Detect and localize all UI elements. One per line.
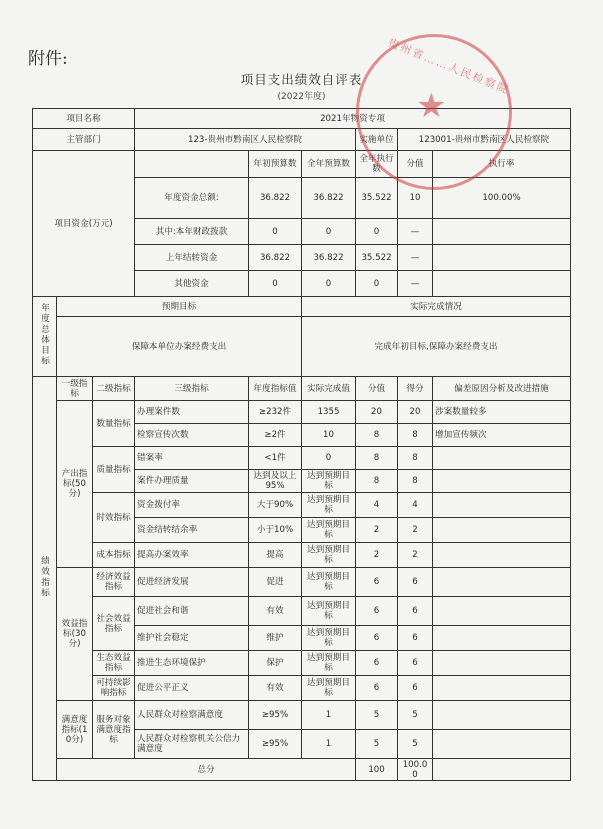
perf-indicator: 促进经济发展: [135, 568, 249, 597]
perf-score: 2: [356, 543, 398, 568]
year-subtitle: (2022年度): [277, 92, 326, 102]
perf-group: 满意度指标(10分): [57, 701, 93, 759]
perf-target: 小于10%: [249, 518, 302, 543]
perf-note: [433, 730, 571, 759]
funds-header: 分值: [398, 151, 433, 178]
perf-got: 6: [398, 626, 433, 651]
impl-value: 123001-贵州市黔南区人民检察院: [398, 129, 571, 151]
attachment-label: 附件:: [28, 49, 68, 69]
perf-sub: 经济效益指标: [93, 568, 135, 597]
perf-note: [433, 568, 571, 597]
impl-label: 实施单位: [356, 129, 398, 151]
perf-score: 20: [356, 401, 398, 424]
funds-cell: 0: [302, 219, 356, 245]
perf-target: <1件: [249, 447, 302, 470]
perf-actual: 达到预期目标: [302, 626, 356, 651]
perf-note: [433, 626, 571, 651]
funds-header-blank: [135, 151, 249, 178]
perf-got: 2: [398, 543, 433, 568]
funds-cell: 0: [249, 271, 302, 297]
perf-got: 4: [398, 493, 433, 518]
perf-indicator: 提高办案效率: [135, 543, 249, 568]
perf-score: 8: [356, 447, 398, 470]
perf-got: 6: [398, 568, 433, 597]
perf-got: 8: [398, 424, 433, 447]
perf-actual: 10: [302, 424, 356, 447]
funds-row-label: 年度资金总额:: [135, 178, 249, 219]
funds-cell: [433, 245, 571, 271]
perf-header: 三级指标: [135, 377, 249, 401]
perf-got: 8: [398, 470, 433, 493]
perf-actual: 1355: [302, 401, 356, 424]
perf-indicator: 促进社会和谐: [135, 597, 249, 626]
perf-score: 6: [356, 651, 398, 676]
perf-indicator: 案件办理质量: [135, 470, 249, 493]
perf-score: 6: [356, 597, 398, 626]
perf-indicator: 错案率: [135, 447, 249, 470]
perf-got: 5: [398, 730, 433, 759]
perf-actual: 1: [302, 701, 356, 730]
perf-sub: 质量指标: [93, 447, 135, 493]
perf-indicator: 维护社会稳定: [135, 626, 249, 651]
perf-actual: 达到预期目标: [302, 597, 356, 626]
perf-header: 年度指标值: [249, 377, 302, 401]
perf-score: 6: [356, 676, 398, 701]
perf-header: 得分: [398, 377, 433, 401]
perf-sub: 生态效益指标: [93, 651, 135, 676]
perf-target: 有效: [249, 676, 302, 701]
funds-cell: 36.822: [302, 178, 356, 219]
perf-got: 2: [398, 518, 433, 543]
perf-note: 增加宣传频次: [433, 424, 571, 447]
perf-got: 20: [398, 401, 433, 424]
perf-target: ≥95%: [249, 730, 302, 759]
perf-target: 保护: [249, 651, 302, 676]
perf-target: ≥232件: [249, 401, 302, 424]
goal-expected-header: 预期目标: [57, 297, 302, 317]
perf-sub: 成本指标: [93, 543, 135, 568]
funds-cell: 35.522: [356, 178, 398, 219]
perf-got: 6: [398, 597, 433, 626]
perf-indicator: 促进公平正义: [135, 676, 249, 701]
funds-row-label: 其中:本年财政拨款: [135, 219, 249, 245]
perf-header: 二级指标: [93, 377, 135, 401]
perf-score: 2: [356, 518, 398, 543]
perf-target: 维护: [249, 626, 302, 651]
perf-note: [433, 543, 571, 568]
perf-header: 偏差原因分析及改进措施: [433, 377, 571, 401]
perf-note: [433, 470, 571, 493]
funds-cell: —: [398, 271, 433, 297]
perf-note: [433, 676, 571, 701]
funds-row-label: 其他资金: [135, 271, 249, 297]
perf-indicator: 人民群众对检察机关公信力满意度: [135, 730, 249, 759]
perf-header: 一级指标: [57, 377, 93, 401]
funds-cell: 36.822: [249, 178, 302, 219]
perf-indicator: 办理案件数: [135, 401, 249, 424]
funds-cell: —: [398, 219, 433, 245]
goal-label: [33, 297, 57, 377]
total-got: 100.00: [398, 759, 433, 781]
perf-group: 产出指标(50分): [57, 401, 93, 568]
evaluation-table: [32, 108, 571, 781]
funds-cell: 0: [356, 219, 398, 245]
perf-note: [433, 493, 571, 518]
perf-sub: 社会效益指标: [93, 597, 135, 651]
funds-cell: 10: [398, 178, 433, 219]
perf-score: 8: [356, 424, 398, 447]
perf-target: 有效: [249, 597, 302, 626]
perf-target: ≥2件: [249, 424, 302, 447]
total-score: 100: [356, 759, 398, 781]
funds-cell: —: [398, 245, 433, 271]
perf-label: [33, 377, 57, 781]
total-note: [433, 759, 571, 781]
perf-note: [433, 701, 571, 730]
goal-label-text: 年度总体目标: [39, 303, 50, 367]
perf-target: 提高: [249, 543, 302, 568]
perf-actual: 1: [302, 730, 356, 759]
funds-row-label: 上年结转资金: [135, 245, 249, 271]
perf-indicator: 资金结转结余率: [135, 518, 249, 543]
perf-note: [433, 597, 571, 626]
funds-cell: 0: [356, 271, 398, 297]
dept-value: 123-贵州市黔南区人民检察院: [135, 129, 356, 151]
perf-actual: 达到预期目标: [302, 470, 356, 493]
perf-score: 4: [356, 493, 398, 518]
perf-note: [433, 447, 571, 470]
page-title: 项目支出绩效自评表: [240, 72, 363, 87]
perf-sub: 数量指标: [93, 401, 135, 447]
funds-header: 执行率: [433, 151, 571, 178]
perf-sub: 服务对象满意度指标: [93, 701, 135, 759]
perf-actual: 达到预期目标: [302, 676, 356, 701]
perf-indicator: 检察宣传次数: [135, 424, 249, 447]
perf-header: 分值: [356, 377, 398, 401]
goal-actual-header: 实际完成情况: [302, 297, 571, 317]
perf-actual: 达到预期目标: [302, 568, 356, 597]
perf-note: 涉案数量较多: [433, 401, 571, 424]
funds-cell: 35.522: [356, 245, 398, 271]
perf-target: 促进: [249, 568, 302, 597]
funds-cell: 36.822: [249, 245, 302, 271]
perf-sub: 可持续影响指标: [93, 676, 135, 701]
perf-header: 实际完成值: [302, 377, 356, 401]
perf-score: 5: [356, 730, 398, 759]
funds-header: 全年预算数: [302, 151, 356, 178]
funds-cell: 0: [249, 219, 302, 245]
perf-actual: 达到预期目标: [302, 543, 356, 568]
perf-score: 5: [356, 701, 398, 730]
perf-target: ≥95%: [249, 701, 302, 730]
funds-cell: [433, 219, 571, 245]
perf-indicator: 资金拨付率: [135, 493, 249, 518]
perf-actual: 0: [302, 447, 356, 470]
seal-text: 贵州省……人民检察院: [386, 36, 512, 97]
perf-sub: 时效指标: [93, 493, 135, 543]
funds-label: 项目资金(万元): [33, 151, 135, 297]
funds-header: 全年执行数: [356, 151, 398, 178]
perf-got: 6: [398, 651, 433, 676]
perf-score: 6: [356, 568, 398, 597]
funds-cell: [433, 271, 571, 297]
perf-target: 达到及以上95%: [249, 470, 302, 493]
seal-star-icon: ★: [416, 86, 447, 126]
perf-score: 6: [356, 626, 398, 651]
perf-got: 8: [398, 447, 433, 470]
perf-got: 5: [398, 701, 433, 730]
perf-indicator: 推进生态环境保护: [135, 651, 249, 676]
total-label: 总分: [57, 759, 356, 781]
perf-group: 效益指标(30分): [57, 568, 93, 701]
project-name-value: 2021年物资专项: [135, 109, 571, 129]
perf-actual: 达到预期目标: [302, 651, 356, 676]
goal-expected: 保障本单位办案经费支出: [57, 317, 302, 377]
perf-target: 大于90%: [249, 493, 302, 518]
funds-cell: 0: [302, 271, 356, 297]
perf-note: [433, 518, 571, 543]
perf-note: [433, 651, 571, 676]
perf-actual: 达到预期目标: [302, 493, 356, 518]
funds-header: 年初预算数: [249, 151, 302, 178]
project-name-label: 项目名称: [33, 109, 135, 129]
perf-score: 8: [356, 470, 398, 493]
funds-cell: 100.00%: [433, 178, 571, 219]
perf-actual: 达到预期目标: [302, 518, 356, 543]
goal-actual: 完成年初目标,保障办案经费支出: [302, 317, 571, 377]
dept-label: 主管部门: [33, 129, 135, 151]
funds-cell: 36.822: [302, 245, 356, 271]
perf-indicator: 人民群众对检察满意度: [135, 701, 249, 730]
perf-got: 6: [398, 676, 433, 701]
perf-label-text: 绩效指标: [39, 555, 50, 599]
